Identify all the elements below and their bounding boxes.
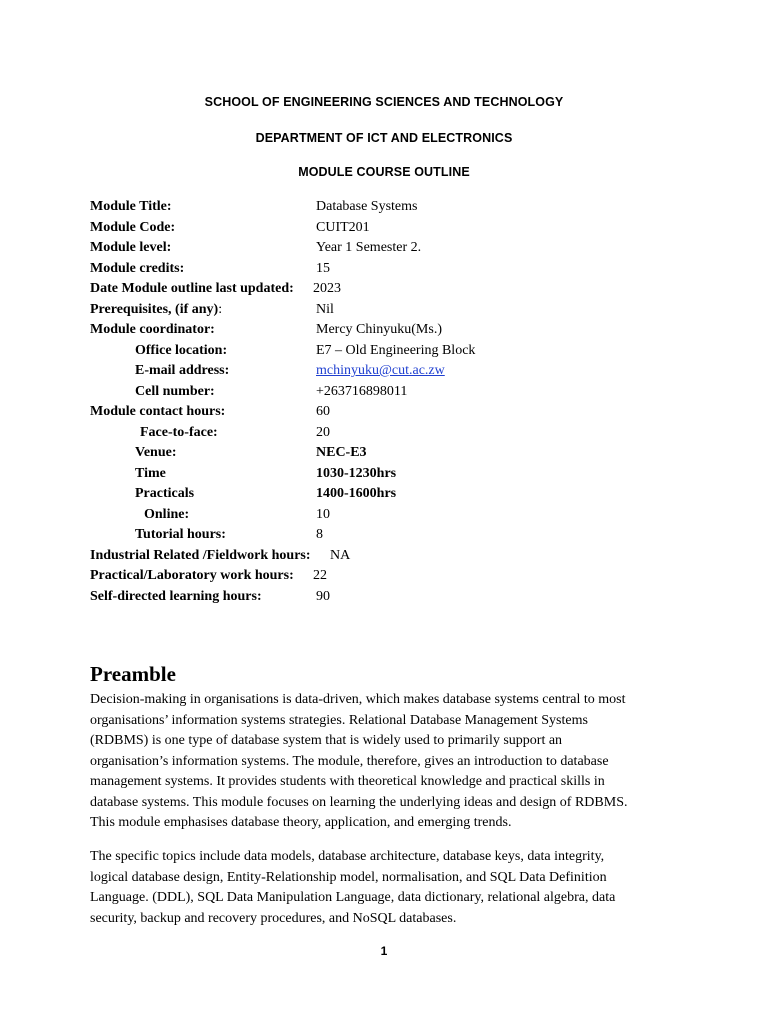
email-link[interactable]: mchinyuku@cut.ac.zw (316, 363, 445, 378)
page-number: 1 (380, 944, 388, 958)
paragraph-line: database systems. This module focuses on learning the underlying ideas and design of RDBMS. (90, 794, 628, 810)
tutorial-label: Tutorial hours: (135, 527, 226, 542)
prerequisites-row (90, 300, 690, 321)
face-to-face-value: 20 (316, 424, 330, 440)
contact-hours-row (90, 402, 690, 423)
practical-lab-label: Practical/Laboratory work hours: (90, 568, 294, 583)
industrial-row (90, 546, 690, 567)
module-code-row (90, 218, 690, 239)
practical-lab-value: 22 (313, 568, 327, 583)
time-label: Time (135, 465, 166, 481)
venue-label: Venue: (135, 445, 177, 460)
module-credits-row (90, 259, 690, 280)
self-directed-label: Self-directed learning hours: (90, 588, 262, 604)
practicals-row (90, 484, 690, 505)
date-updated-value: 2023 (313, 281, 341, 296)
module-title-row (90, 197, 690, 218)
industrial-value: NA (330, 547, 351, 563)
date-updated-label: Date Module outline last updated: (90, 281, 294, 296)
module-info-table (90, 197, 690, 607)
paragraph-line: organisations’ information systems strategies. Relational Database Management Systems (90, 712, 588, 728)
module-title-value: Database Systems (316, 199, 418, 214)
self-directed-value: 90 (316, 588, 330, 604)
preamble-heading: Preamble (90, 662, 176, 686)
department-heading: DEPARTMENT OF ICT AND ELECTRONICS (255, 131, 513, 145)
office-value: E7 – Old Engineering Block (316, 342, 476, 358)
coordinator-row (90, 320, 690, 341)
paragraph-line: Decision-making in organisations is data-driven, which makes database systems central to most (90, 692, 626, 707)
preamble-paragraph-2 (90, 847, 690, 929)
coordinator-value: Mercy Chinyuku(Ms.) (316, 322, 442, 337)
module-level-label: Module level: (90, 240, 172, 255)
paragraph-line: security, backup and recovery procedures, and NoSQL databases. (90, 910, 457, 926)
office-row (90, 341, 690, 362)
paragraph-line: logical database design, Entity-Relationship model, normalisation, and SQL Data Definition (90, 869, 607, 885)
contact-hours-label: Module contact hours: (90, 404, 226, 419)
practical-lab-row (90, 566, 690, 587)
module-level-value: Year 1 Semester 2. (316, 240, 422, 255)
office-label: Office location: (135, 342, 228, 358)
cell-row (90, 382, 690, 403)
contact-hours-value: 60 (316, 404, 330, 419)
module-level-row (90, 238, 690, 259)
face-to-face-label: Face-to-face: (140, 424, 218, 440)
paragraph-line: management systems. It provides students with theoretical knowledge and practical skills in (90, 774, 605, 789)
cell-label: Cell number: (135, 383, 215, 399)
paragraph-line: Language. (DDL), SQL Data Manipulation Language, data dictionary, relational algebra, data (90, 890, 616, 905)
online-row (90, 505, 690, 526)
practicals-value: 1400-1600hrs (316, 486, 397, 501)
venue-row (90, 443, 690, 464)
paragraph-line: The specific topics include data models, database architecture, database keys, data integrity, (90, 849, 605, 864)
cell-value: +263716898011 (316, 383, 408, 399)
prerequisites-label: Prerequisites, (if any): (90, 301, 223, 317)
module-credits-label: Module credits: (90, 260, 185, 276)
industrial-label: Industrial Related /Fieldwork hours: (90, 547, 311, 563)
module-title-label: Module Title: (90, 199, 172, 214)
venue-value: NEC-E3 (316, 445, 367, 460)
document-title: MODULE COURSE OUTLINE (298, 165, 470, 179)
practicals-label: Practicals (135, 486, 195, 501)
self-directed-row (90, 587, 690, 608)
paragraph-line: This module emphasises database theory, application, and emerging trends. (90, 815, 512, 830)
prerequisites-value: Nil (316, 301, 334, 317)
email-label: E-mail address: (135, 363, 230, 378)
preamble-paragraph-1 (90, 690, 690, 834)
paragraph-line: organisation’s information systems. The module, therefore, gives an introduction to database (90, 753, 609, 769)
time-value: 1030-1230hrs (316, 465, 397, 481)
module-credits-value: 15 (316, 260, 330, 276)
date-updated-row (90, 279, 690, 300)
time-row (90, 464, 690, 485)
paragraph-line: (RDBMS) is one type of database system that is widely used to primarily support an (90, 733, 563, 748)
tutorial-row (90, 525, 690, 546)
module-code-label: Module Code: (90, 219, 176, 235)
module-code-value: CUIT201 (316, 219, 370, 235)
online-value: 10 (316, 506, 330, 522)
coordinator-label: Module coordinator: (90, 322, 215, 337)
email-row (90, 361, 690, 382)
school-heading: SCHOOL OF ENGINEERING SCIENCES AND TECHNOLOGY (204, 95, 564, 109)
online-label: Online: (144, 506, 190, 522)
face-to-face-row (90, 423, 690, 444)
tutorial-value: 8 (316, 527, 323, 542)
